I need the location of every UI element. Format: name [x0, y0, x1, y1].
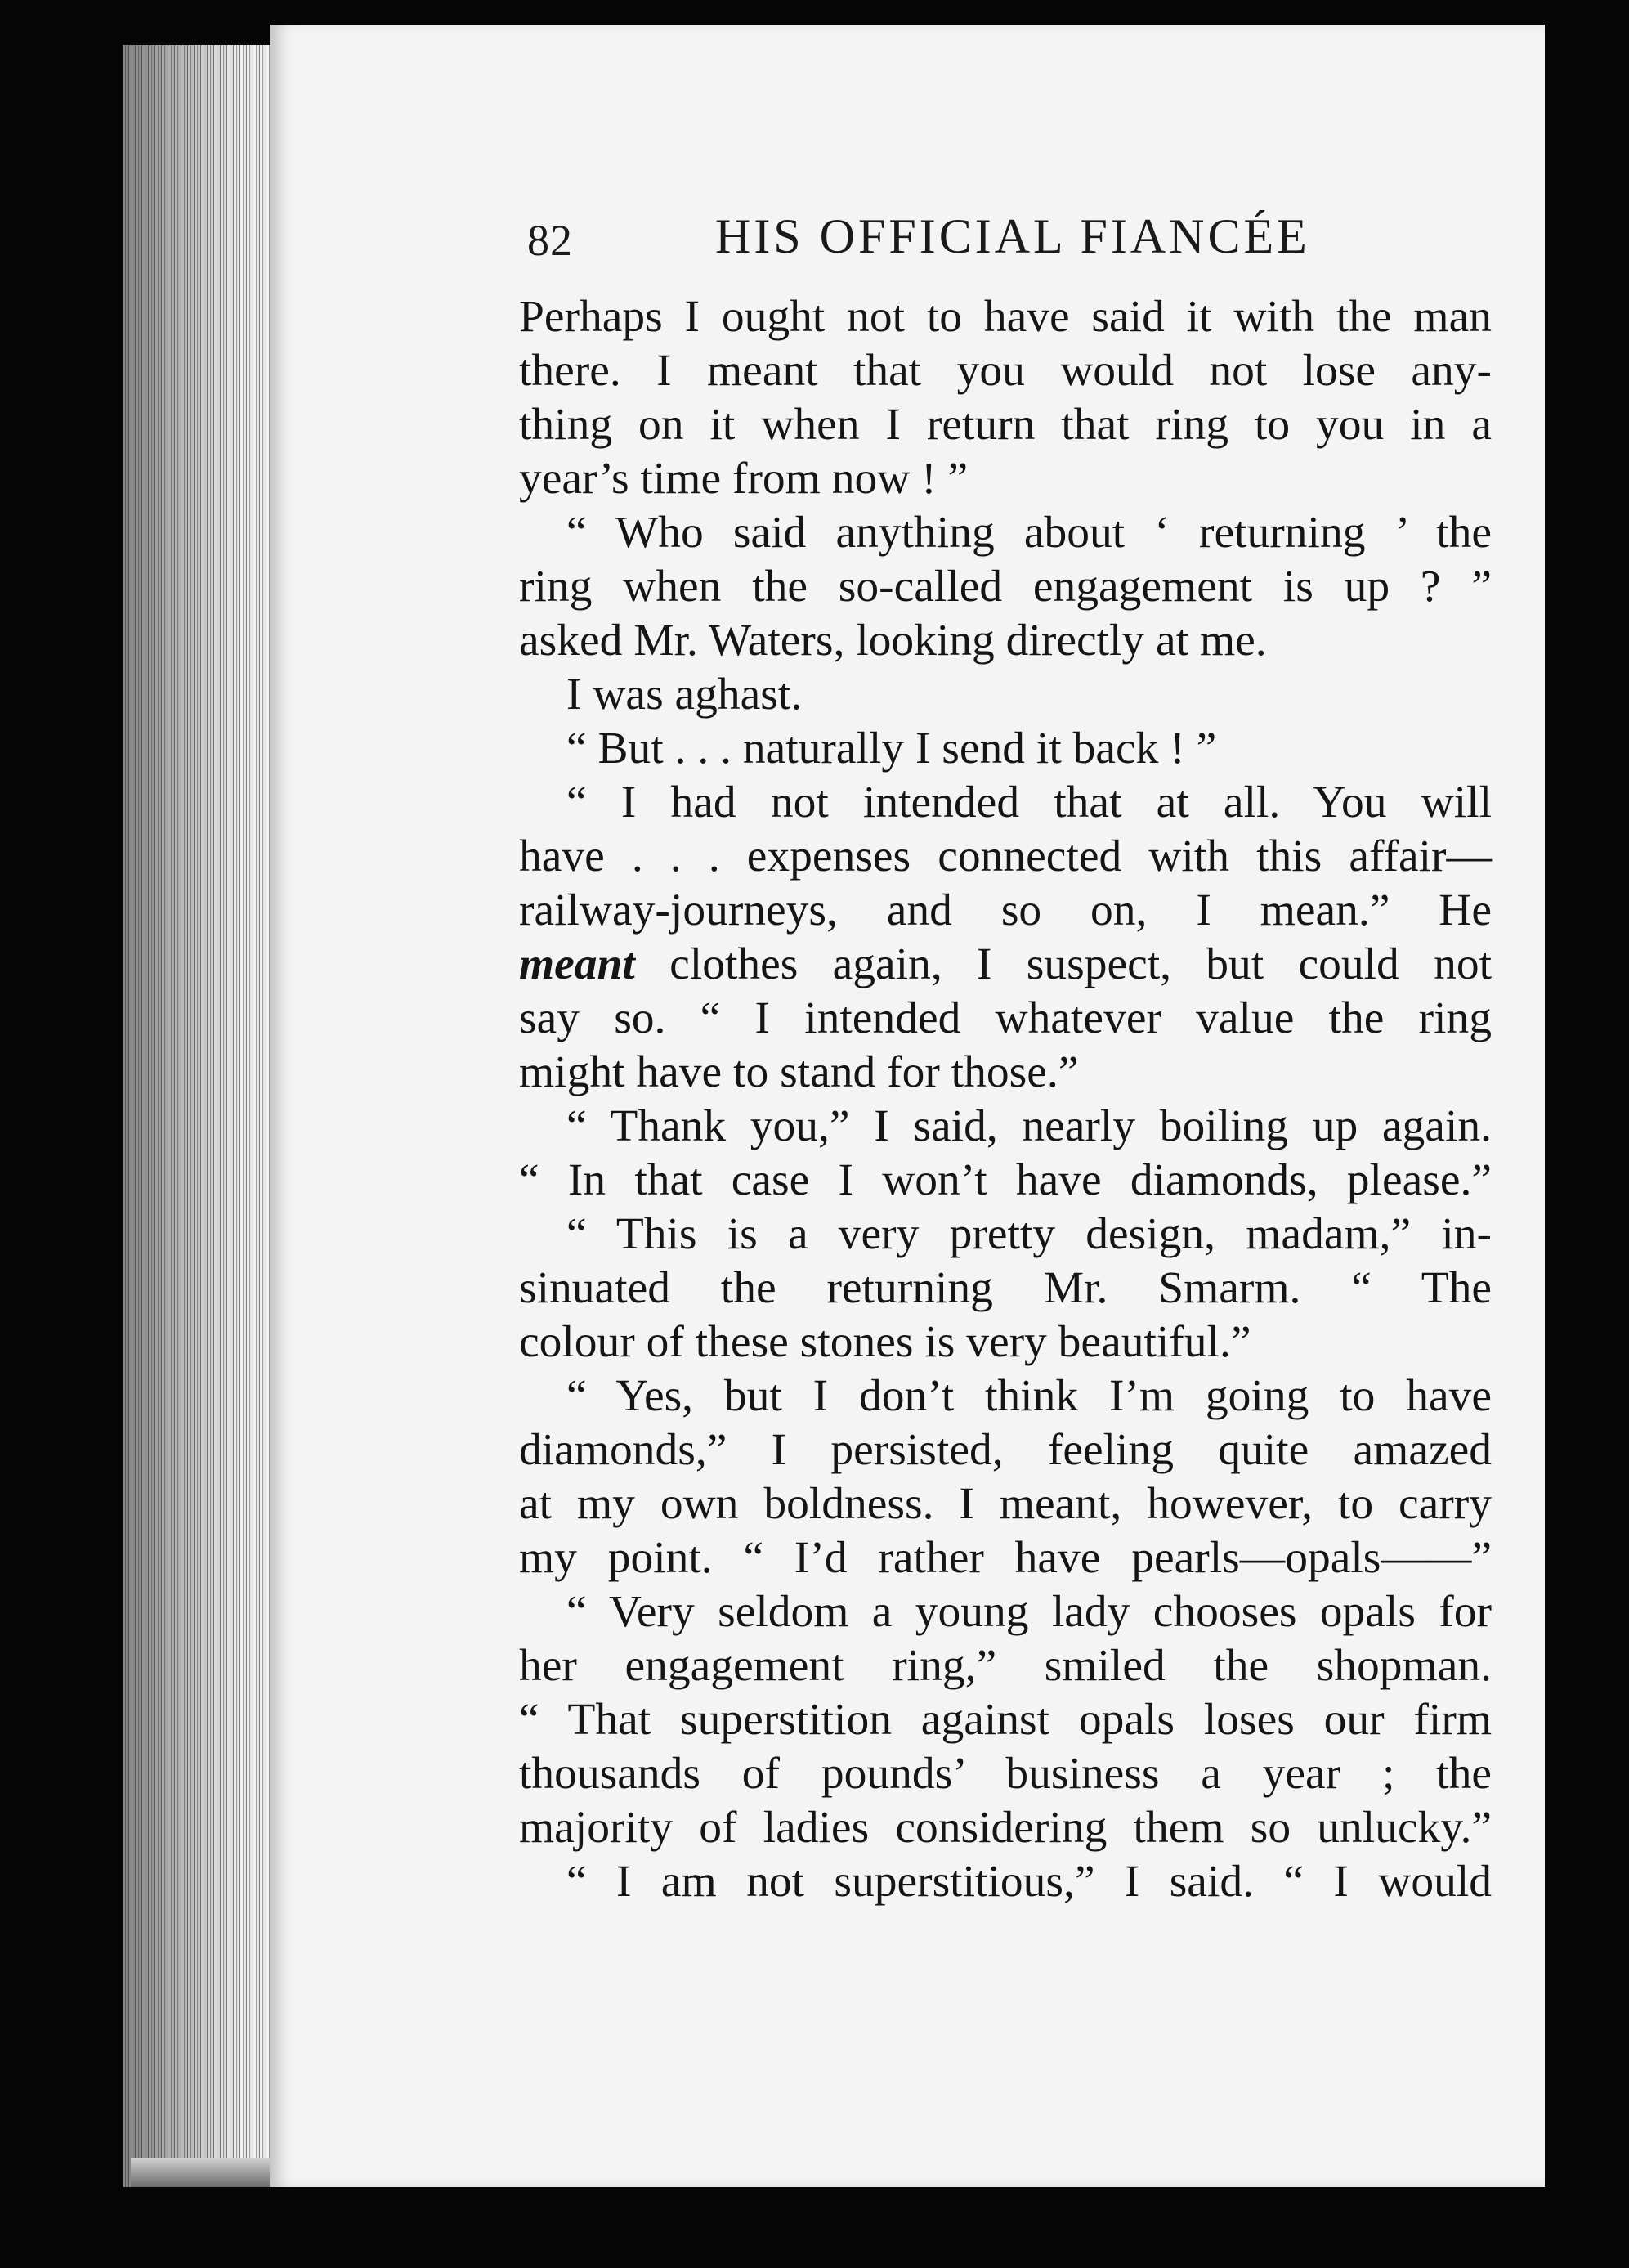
text-line: year’s time from now ! ”	[519, 454, 969, 504]
text-line: “ This is a very pretty design, madam,” in-	[566, 1209, 1492, 1259]
text-line: “ I am not superstitious,” I said. “ I would	[566, 1857, 1492, 1907]
text-line: at my own boldness. I meant, however, to carry	[519, 1479, 1492, 1529]
text-line: asked Mr. Waters, looking directly at me.	[519, 616, 1267, 666]
text-line: sinuated the returning Mr. Smarm. “ The	[519, 1263, 1492, 1313]
text-line-with-italic	[519, 938, 1492, 992]
running-title: HIS OFFICIAL FIANCÉE	[715, 209, 1310, 263]
text-line: majority of ladies considering them so unlucky.”	[519, 1803, 1492, 1853]
text-line: “ But . . . naturally I send it back ! ”	[566, 724, 1217, 773]
text-line-rest: clothes again, I suspect, but could not	[669, 939, 1493, 989]
text-line: there. I meant that you would not lose any-	[519, 346, 1492, 396]
running-head	[527, 208, 1345, 274]
text-line: “ Who said anything about ‘ returning ’ the	[566, 508, 1492, 558]
text-line: Perhaps I ought not to have said it with the man	[519, 292, 1492, 342]
page-number: 82	[527, 216, 573, 265]
italic-word: meant	[519, 939, 635, 989]
text-line: ring when the so-called engagement is up ? ”	[519, 562, 1492, 612]
text-line: say so. “ I intended whatever value the ring	[519, 993, 1492, 1043]
text-line: might have to stand for those.”	[519, 1047, 1079, 1097]
text-line: thousands of pounds’ business a year ; the	[519, 1749, 1492, 1799]
text-line: I was aghast.	[566, 670, 803, 719]
text-line: “ Very seldom a young lady chooses opals for	[566, 1587, 1492, 1637]
text-line: diamonds,” I persisted, feeling quite amazed	[519, 1425, 1492, 1475]
text-line: “ In that case I won’t have diamonds, please.”	[519, 1155, 1492, 1205]
text-line: railway-journeys, and so on, I mean.” He	[519, 885, 1492, 935]
text-line: have . . . expenses connected with this affair—	[519, 831, 1492, 881]
text-line: my point. “ I’d rather have pearls—opals——”	[519, 1533, 1492, 1583]
text-line: “ That superstition against opals loses our firm	[519, 1695, 1492, 1745]
body-text	[519, 290, 1492, 1909]
text-line: her engagement ring,” smiled the shopman.	[519, 1641, 1492, 1691]
text-line: “ Thank you,” I said, nearly boiling up again.	[566, 1101, 1492, 1151]
text-line: “ I had not intended that at all. You will	[566, 778, 1492, 827]
text-line: “ Yes, but I don’t think I’m going to have	[566, 1371, 1492, 1421]
text-line: colour of these stones is very beautiful.”	[519, 1317, 1251, 1367]
text-line: thing on it when I return that ring to you in a	[519, 400, 1492, 450]
